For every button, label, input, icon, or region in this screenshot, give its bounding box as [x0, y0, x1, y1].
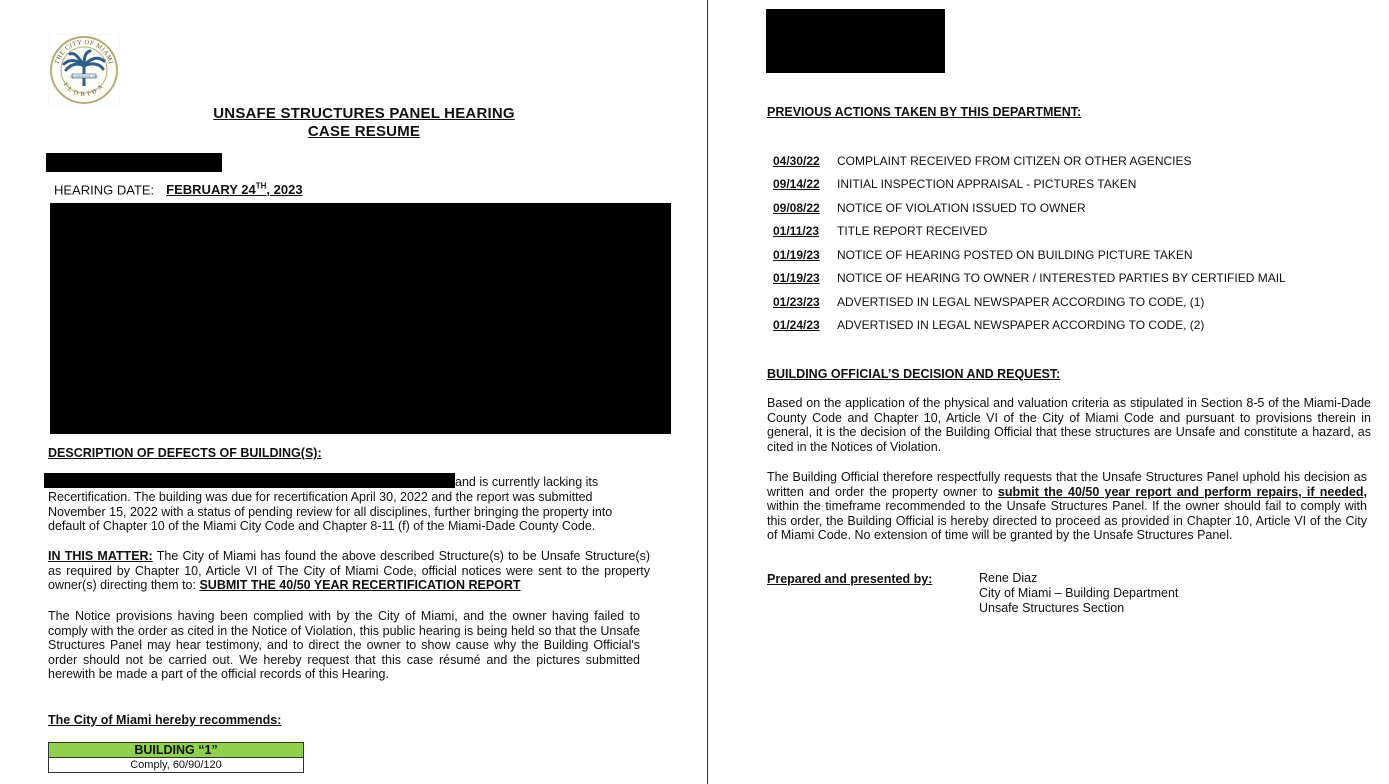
- action-row: [773, 220, 1286, 244]
- action-description: ADVERTISED IN LEGAL NEWSPAPER ACCORDING TO CODE, (2): [837, 318, 1205, 333]
- in-this-matter-label: IN THIS MATTER:: [48, 549, 153, 563]
- redacted-case-number: [46, 153, 222, 172]
- defects-line1-tail: and is currently lacking its: [455, 475, 599, 489]
- recertification-directive: SUBMIT THE 40/50 YEAR RECERTIFICATION REPORT: [199, 578, 521, 593]
- action-date: 01/19/23: [773, 247, 820, 262]
- request-directive: submit the 40/50 year report and perform repairs, if needed,: [997, 484, 1367, 499]
- decision-paragraph: Based on the application of the physical and valuation criteria as stipulated in Section 8-5 of the Miami-Dade County Code and Chapter 10, Article VI of the City of Miami Code and pursuant to provisions therein in general, it is the decision of the Building Official that these structures are Unsafe and constitute a hazard, as cited in the Notices of Violation.: [767, 396, 1371, 454]
- preparer-section: Unsafe Structures Section: [979, 601, 1125, 615]
- action-description: NOTICE OF HEARING POSTED ON BUILDING PICTURE TAKEN: [837, 247, 1193, 262]
- action-description: INITIAL INSPECTION APPRAISAL - PICTURES TAKEN: [837, 177, 1137, 192]
- recommends-heading: The City of Miami hereby recommends:: [48, 713, 282, 727]
- redacted-property-photo: [50, 203, 671, 434]
- action-description: COMPLAINT RECEIVED FROM CITIZEN OR OTHER AGENCIES: [837, 153, 1192, 168]
- defects-heading: DESCRIPTION OF DEFECTS OF BUILDING(S):: [48, 446, 322, 460]
- action-date: 09/08/22: [773, 200, 820, 215]
- previous-actions-list: [773, 149, 1286, 337]
- document-title: UNSAFE STRUCTURES PANEL HEARING: [213, 105, 515, 122]
- action-row: [773, 173, 1286, 197]
- action-row: [773, 243, 1286, 267]
- action-row: [773, 196, 1286, 220]
- hearing-date-label: HEARING DATE:: [54, 182, 155, 198]
- action-row: [773, 267, 1286, 291]
- action-row: [773, 149, 1286, 173]
- previous-actions-heading: PREVIOUS ACTIONS TAKEN BY THIS DEPARTMENT:: [767, 105, 1082, 119]
- decision-heading: BUILDING OFFICIAL’S DECISION AND REQUEST:: [767, 367, 1061, 381]
- prepared-by-label: Prepared and presented by:: [767, 572, 933, 586]
- action-date: 01/23/23: [773, 294, 820, 309]
- redacted-property-address: [44, 473, 455, 488]
- action-date: 04/30/22: [773, 153, 820, 168]
- document-subtitle: CASE RESUME: [307, 123, 421, 140]
- action-row: [773, 290, 1286, 314]
- action-description: TITLE REPORT RECEIVED: [837, 224, 988, 239]
- recommendation-table: [48, 742, 304, 773]
- action-date: 01/11/23: [773, 224, 820, 239]
- action-date: 01/19/23: [773, 271, 820, 286]
- action-description: NOTICE OF VIOLATION ISSUED TO OWNER: [837, 200, 1086, 215]
- hearing-date-line: [54, 182, 303, 197]
- action-row: [773, 314, 1286, 338]
- prepared-by-block: [979, 571, 1178, 616]
- defects-description: Recertification. The building was due for recertification April 30, 2022 and the report was submitted November 15, 2022 with a status of pending review for all disciplines, further bringing the property into default of Chapter 10 of the Miami City Code and Chapter 8-11 (f) of the Miami-Dade County Code.: [48, 490, 613, 534]
- hearing-date-value: FEBRUARY 24TH, 2023: [166, 182, 303, 198]
- redacted-header-block: [766, 9, 945, 73]
- in-this-matter-paragraph: IN THIS MATTER: The City of Miami has found the above described Structure(s) to be Unsafe Structure(s) as required by Chapter 10, Article VI of The City of Miami Code, official notices were sent to the property owner(s) directing them to: SUBMIT THE 40/50 YEAR RECERTIFICATION REPORT: [48, 549, 650, 593]
- action-description: NOTICE OF HEARING TO OWNER / INTERESTED PARTIES BY CERTIFIED MAIL: [837, 271, 1286, 286]
- action-date: 01/24/23: [773, 318, 820, 333]
- svg-text:THE CITY OF MIAMI: THE CITY OF MIAMI: [53, 38, 115, 66]
- building-header-cell: BUILDING “1”: [49, 743, 304, 758]
- svg-text:INCORPORATED 1896: INCORPORATED 1896: [70, 75, 98, 79]
- building-value-cell: Comply, 60/90/120: [49, 758, 304, 773]
- notice-provisions-paragraph: The Notice provisions having been complied with by the City of Miami, and the owner having failed to comply with the order as cited in the Notice of Violation, this public hearing is being held so that the Unsafe Structures Panel may hear testimony, and to direct the owner to show cause why the Building Official's order should not be carried out. We hereby request that this case résumé and the pictures submitted herewith be made a part of the official records of this Hearing.: [48, 609, 640, 682]
- action-date: 09/14/22: [773, 177, 820, 192]
- request-paragraph: The Building Official therefore respectfully requests that the Unsafe Structures Panel uphold his decision as written and order the property owner to submit the 40/50 year report and perform repairs, if needed, within the timeframe recommended to the Unsafe Structures Panel. If the owner should fail to comply with this order, the Building Official is hereby directed to proceed as provided in Chapter 10, Article VI of the City of Miami Code. No extension of time will be granted by the Unsafe Structures Panel.: [767, 470, 1367, 543]
- svg-text:FLORIDA: FLORIDA: [61, 81, 107, 99]
- action-description: ADVERTISED IN LEGAL NEWSPAPER ACCORDING TO CODE, (1): [837, 294, 1205, 309]
- city-of-miami-seal-logo: [48, 34, 120, 106]
- preparer-name: Rene Diaz: [979, 571, 1038, 585]
- preparer-department: City of Miami – Building Department: [979, 586, 1179, 600]
